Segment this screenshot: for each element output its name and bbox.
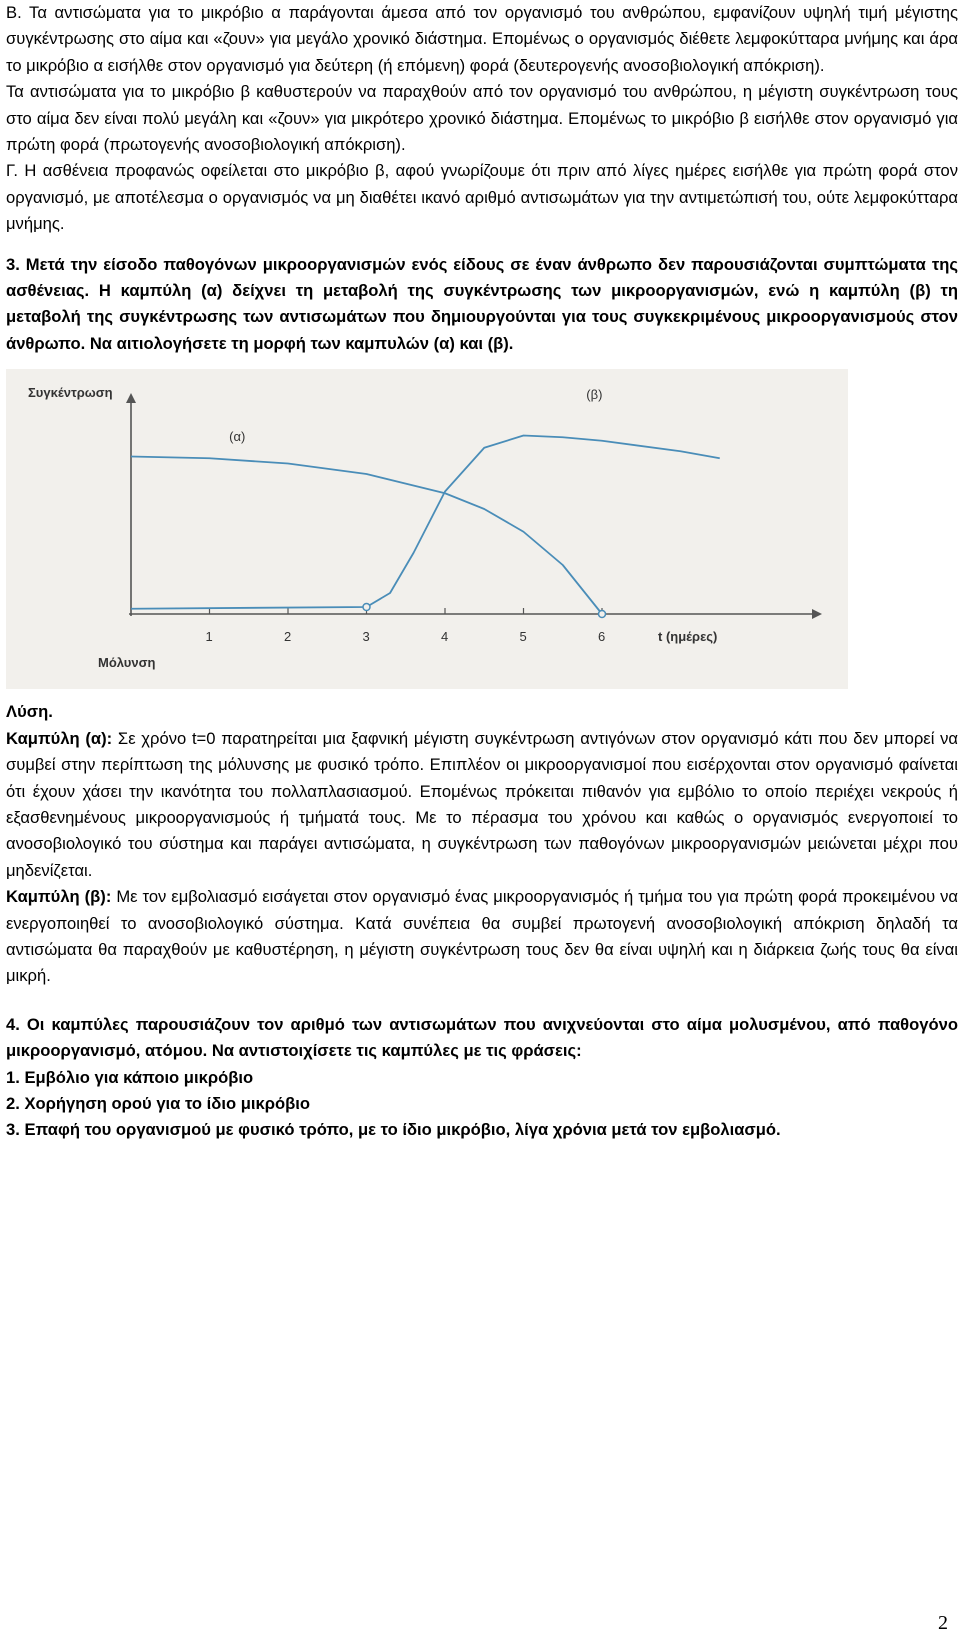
series-b-start-marker xyxy=(363,604,370,611)
solution-curve-a xyxy=(6,726,958,884)
x-tick-label: 4 xyxy=(441,629,449,645)
q4-item-1: 1. Εμβόλιο για κάποιο μικρόβιο xyxy=(6,1067,254,1087)
curve-a-text: Σε χρόνο t=0 παρατηρείται μια ξαφνική μέγιστη συγκέντρωση αντιγόνων στον οργανισμό κάτι που δεν μπορεί να συμβεί στην περίπτωση της μόλυνσης με φυσικό τρόπο. Επιπλέον οι μικροοργανισμοί που εισέρχονται στον οργανισμό φαίνεται ότι έχουν χάσει την ικανότητα του πολλαπλασιασμού. Επομένως πρόκειται πιθανόν για εμβόλιο το οποίο περιέχει νεκρούς ή εξασθενημένους μικροοργανισμούς ή τμήματά τους. Με το πέρασμα του χρόνου και καθώς ο οργανισμός ενεργοποιεί το ανοσοβιολογικό του σύστημα και παράγει αντισώματα, η συγκέντρωση των παθογόνων μικροοργανισμών μειώνεται μέχρι που μηδενίζεται. xyxy=(6,728,959,880)
series-a-end-marker xyxy=(599,611,606,618)
x-tick-label: 1 xyxy=(205,629,213,645)
x-tick-label: 6 xyxy=(598,629,606,645)
series-a-label: (α) xyxy=(229,429,246,445)
solution-curve-b xyxy=(6,884,958,990)
chart-svg xyxy=(6,369,848,689)
x-axis-arrow xyxy=(812,609,822,619)
solution-title: Λύση. xyxy=(6,702,53,722)
origin-label: Μόλυνση xyxy=(98,655,156,671)
x-axis-label: t (ημέρες) xyxy=(658,629,718,645)
y-axis-label: Συγκέντρωση xyxy=(28,385,113,401)
curve-b-text: Με τον εμβολιασμό εισάγεται στον οργανισμό ένας μικροοργανισμός ή τμήμα του για πρώτη φορά προκειμένου να ενεργοποιηθεί το ανοσοβιολογικό σύστημα. Κατά συνέπεια θα συμβεί πρωτογενή ανοσοβιολογική απόκριση δηλαδή τα αντισώματα θα παραχθούν με καθυστέρηση, η μέγιστη συγκέντρωση τους δεν θα είναι υψηλή και η διάρκεια ζωής τους θα είναι μικρή. xyxy=(6,887,958,986)
part-b-paragraph-1: Β. Τα αντισώματα για το μικρόβιο α παράγονται άμεσα από τον οργανισμό του ανθρώπου, εμφανίζουν υψηλή τιμή μέγιστης συγκέντρωσης στο αίμα και «ζουν» για μεγάλο χρονικό διάστημα. Επομένως ο οργανισμός διέθετε λεμφοκύτταρα μνήμης και άρα το μικρόβιο α εισήλθε στον οργανισμό για δεύτερη (ή επόμενη) φορά (δευτερογενής ανοσοβιολογική απόκριση). xyxy=(6,3,958,75)
x-tick-label: 2 xyxy=(284,629,292,645)
q4-item-3: 3. Επαφή του οργανισμού με φυσικό τρόπο, με το ίδιο μικρόβιο, λίγα χρόνια μετά τον εμβολιασμό. xyxy=(6,1120,781,1140)
concentration-chart xyxy=(6,369,848,689)
document-page xyxy=(6,0,958,1144)
curve-b-label: Καμπύλη (β): xyxy=(6,887,112,907)
q4-item-2: 2. Χορήγηση ορού για το ίδιο μικρόβιο xyxy=(6,1093,310,1113)
question-4: 4. Οι καμπύλες παρουσιάζουν τον αριθμό των αντισωμάτων που ανιχνεύονται στο αίμα μολυσμένου, από παθογόνο μικροοργανισμό, ατόμου. Να αντιστοιχίσετε τις καμπύλες με τις φράσεις: xyxy=(6,1014,958,1061)
question-3: 3. Μετά την είσοδο παθογόνων μικροοργανισμών ενός είδους σε έναν άνθρωπο δεν παρουσιάζονται συμπτώματα της ασθένειας. Η καμπύλη (α) δείχνει τη μεταβολή της συγκέντρωσης των μικροοργανισμών, ενώ η καμπύλη (β) τη μεταβολή της συγκέντρωσης των αντισωμάτων που δημιουργούνται για τους συγκεκριμένους μικροοργανισμούς στον άνθρωπο. Να αιτιολογήσετε τη μορφή των καμπυλών (α) και (β). xyxy=(6,254,958,353)
x-tick-label: 3 xyxy=(362,629,370,645)
x-tick-label: 5 xyxy=(519,629,527,645)
series-b-line xyxy=(131,436,720,609)
series-b-label: (β) xyxy=(586,387,603,403)
series-a-line xyxy=(131,457,602,615)
page-number: 2 xyxy=(938,1612,948,1634)
part-b-paragraph-2: Τα αντισώματα για το μικρόβιο β καθυστερούν να παραχθούν από τον οργανισμό του ανθρώπου, η μέγιστη συγκέντρωση τους στο αίμα δεν είναι πολύ μεγάλη και «ζουν» για μικρότερο χρονικό διάστημα. Επομένως το μικρόβιο β εισήλθε στον οργανισμό για πρώτη φορά (πρωτογενής ανοσοβιολογική απόκριση). xyxy=(6,82,958,155)
curve-a-label: Καμπύλη (α): xyxy=(6,728,113,748)
y-axis-arrow xyxy=(126,393,136,403)
part-c-paragraph: Γ. Η ασθένεια προφανώς οφείλεται στο μικρόβιο β, αφού γνωρίζουμε ότι πριν από λίγες ημέρες εισήλθε για πρώτη φορά στον οργανισμό, με αποτέλεσμα ο οργανισμός να μη διαθέτει ικανό αριθμό αντισωμάτων για την αντιμετώπισή του, ούτε λεμφοκύτταρα μνήμης. xyxy=(6,161,958,234)
